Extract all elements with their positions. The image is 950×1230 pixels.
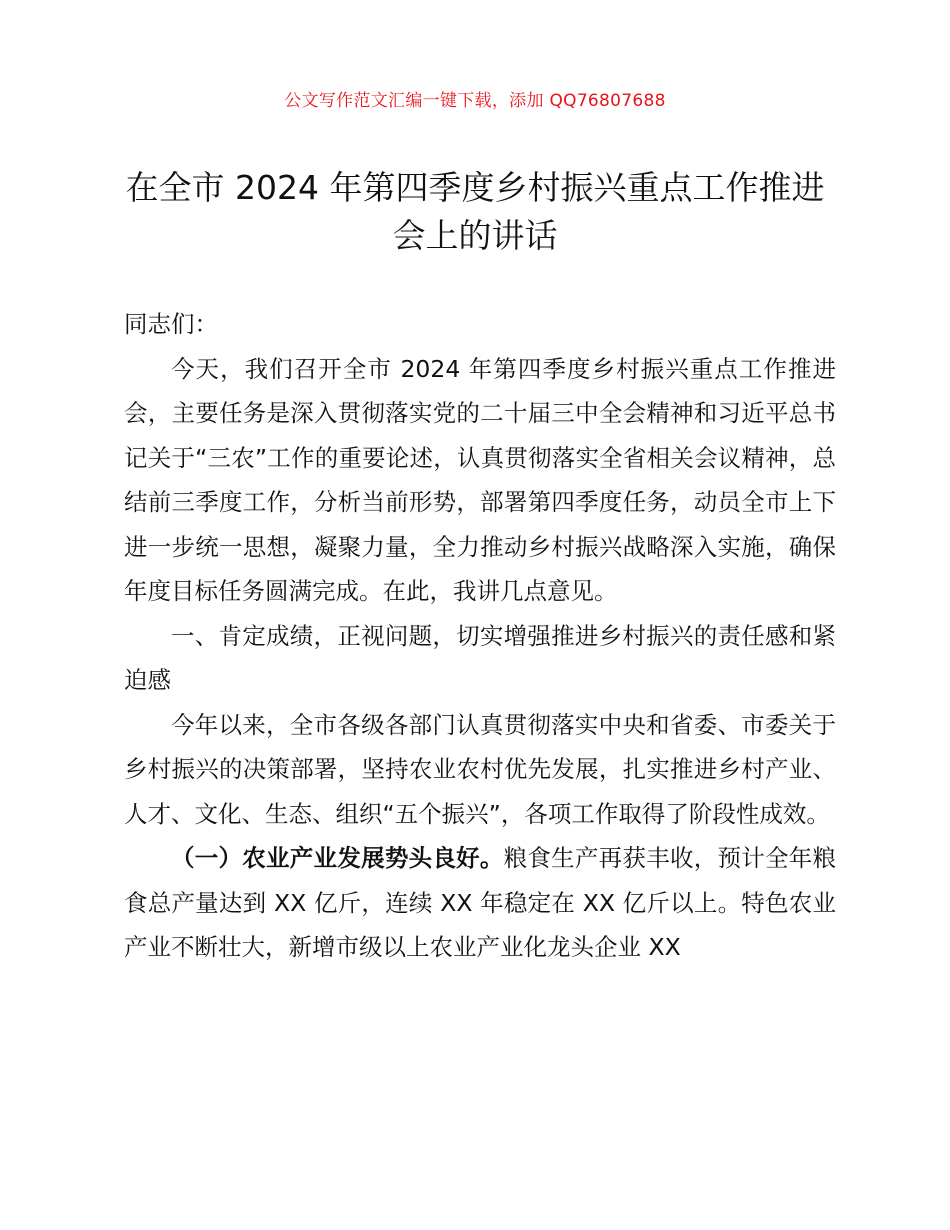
paragraph-agriculture: [124, 836, 836, 970]
paragraph-achievements: 今年以来，全市各级各部门认真贯彻落实中央和省委、市委关于乡村振兴的决策部署，坚持农业农村优先发展，扎实推进乡村产业、人才、文化、生态、组织“五个振兴”，各项工作取得了阶段性成效。: [124, 710, 836, 828]
title-line-2: 会上的讲话: [392, 216, 558, 255]
subheading-agriculture: （一）农业产业发展势头良好。: [171, 844, 504, 872]
page-title: [110, 164, 840, 260]
document-body: [124, 302, 836, 970]
paragraph-intro: 今天，我们召开全市 2024 年第四季度乡村振兴重点工作推进会，主要任务是深入贯彻落实党的二十届三中全会精神和习近平总书记关于“三农”工作的重要论述，认真贯彻落实全省相关会议精神，总结前三季度工作，分析当前形势，部署第四季度任务，动员全市上下进一步统一思想，凝聚力量，全力推动乡村振兴战略深入实施，确保年度目标任务圆满完成。在此，我讲几点意见。: [124, 354, 836, 605]
paragraph-agriculture-text: 粮食生产再获丰收，预计全年粮食总产量达到 XX 亿斤，连续 XX 年稳定在 XX 亿斤以上。特色农业产业不断壮大，新增市级以上农业产业化龙头企业 XX: [124, 844, 837, 961]
salutation: 同志们：: [124, 310, 218, 338]
title-line-1: 在全市 2024 年第四季度乡村振兴重点工作推进: [125, 168, 825, 207]
section-heading-1: 一、肯定成绩，正视问题，切实增强推进乡村振兴的责任感和紧迫感: [124, 621, 836, 694]
download-banner[interactable]: 公文写作范文汇编一键下载，添加 QQ76807688: [284, 91, 666, 111]
